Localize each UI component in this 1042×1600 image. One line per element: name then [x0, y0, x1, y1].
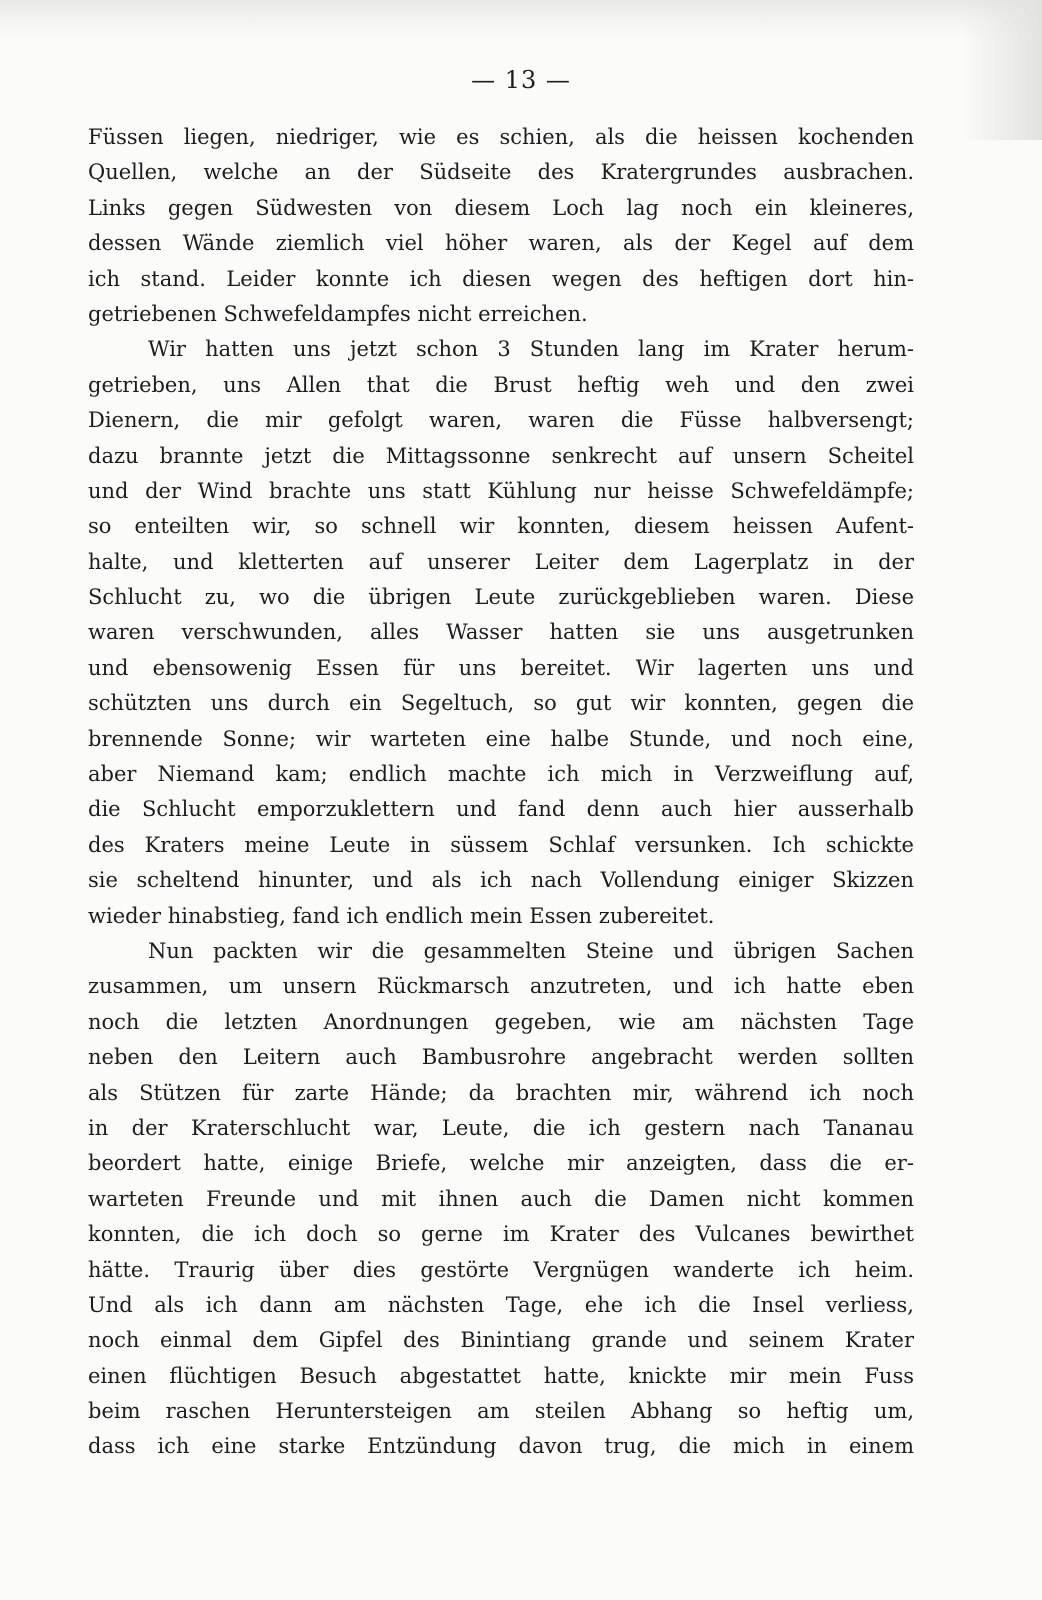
text-line: in der Kraterschlucht war, Leute, die ich gestern nach Tananau	[88, 1115, 914, 1140]
page-top-shadow	[0, 0, 1042, 40]
text-line: und ebensowenig Essen für uns bereitet. Wir lagerten uns und	[88, 655, 914, 680]
text-line: ich stand. Leider konnte ich diesen wegen des heftigen dort hin-	[88, 266, 914, 291]
paragraph-start-line: Wir hatten uns jetzt schon 3 Stunden lang im Krater herum-	[148, 337, 914, 362]
text-line: dass ich eine starke Entzündung davon trug, die mich in einem	[88, 1434, 914, 1459]
text-line: zusammen, um unsern Rückmarsch anzutreten, und ich hatte eben	[88, 974, 914, 999]
text-line: Füssen liegen, niedriger, wie es schien, als die heissen kochenden	[88, 125, 914, 149]
text-line: als Stützen für zarte Hände; da brachten mir, während ich noch	[88, 1080, 914, 1105]
text-line: konnten, die ich doch so gerne im Krater des Vulcanes bewirthet	[88, 1222, 914, 1247]
text-line: schützten uns durch ein Segeltuch, so gut wir konnten, gegen die	[88, 691, 914, 716]
paragraph-start-line: Nun packten wir die gesammelten Steine und übrigen Sachen	[148, 938, 914, 963]
text-line: die Schlucht emporzuklettern und fand denn auch hier ausserhalb	[88, 797, 914, 822]
text-line: Schlucht zu, wo die übrigen Leute zurückgeblieben waren. Diese	[88, 585, 914, 610]
text-line: einen flüchtigen Besuch abgestattet hatte, knickte mir mein Fuss	[88, 1363, 914, 1388]
text-line: so enteilten wir, so schnell wir konnten, diesem heissen Aufent-	[88, 514, 914, 539]
text-line: beordert hatte, einige Briefe, welche mir anzeigten, dass die er-	[88, 1151, 914, 1176]
text-line: beim raschen Heruntersteigen am steilen Abhang so heftig um,	[88, 1399, 914, 1424]
text-line: des Kraters meine Leute in süssem Schlaf versunken. Ich schickte	[88, 832, 914, 857]
text-line: brennende Sonne; wir warteten eine halbe Stunde, und noch eine,	[88, 726, 914, 751]
text-line: noch einmal dem Gipfel des Binintiang grande und seinem Krater	[88, 1328, 914, 1353]
text-line: halte, und kletterten auf unserer Leiter dem Lagerplatz in der	[88, 549, 914, 574]
text-line: noch die letzten Anordnungen gegeben, wie am nächsten Tage	[88, 1009, 914, 1034]
text-line: Quellen, welche an der Südseite des Kratergrundes ausbrachen.	[88, 160, 914, 185]
body-text	[88, 120, 914, 1465]
text-line: getrieben, uns Allen that die Brust heftig weh und den zwei	[88, 372, 914, 397]
text-line: dessen Wände ziemlich viel höher waren, als der Kegel auf dem	[88, 231, 914, 256]
text-line: neben den Leitern auch Bambusrohre angebracht werden sollten	[88, 1045, 914, 1070]
page-number: — 13 —	[471, 66, 571, 94]
text-line: getriebenen Schwefeldampfes nicht erreichen.	[88, 301, 588, 326]
text-line: dazu brannte jetzt die Mittagssonne senkrecht auf unsern Scheitel	[88, 443, 914, 468]
text-line: und der Wind brachte uns statt Kühlung nur heisse Schwefeldämpfe;	[88, 478, 914, 503]
text-line: hätte. Traurig über dies gestörte Vergnügen wanderte ich heim.	[88, 1257, 914, 1282]
text-line: Dienern, die mir gefolgt waren, waren die Füsse halbversengt;	[88, 408, 914, 433]
text-line: warteten Freunde und mit ihnen auch die Damen nicht kommen	[88, 1186, 914, 1211]
text-line: sie scheltend hinunter, und als ich nach Vollendung einiger Skizzen	[88, 868, 914, 893]
text-line: aber Niemand kam; endlich machte ich mich in Verzweiflung auf,	[88, 762, 914, 787]
text-line: Links gegen Südwesten von diesem Loch lag noch ein kleineres,	[88, 195, 914, 220]
text-line: wieder hinabstieg, fand ich endlich mein Essen zubereitet.	[88, 903, 715, 928]
text-line: Und als ich dann am nächsten Tage, ehe ich die Insel verliess,	[88, 1292, 914, 1317]
text-line: waren verschwunden, alles Wasser hatten sie uns ausgetrunken	[88, 620, 914, 645]
